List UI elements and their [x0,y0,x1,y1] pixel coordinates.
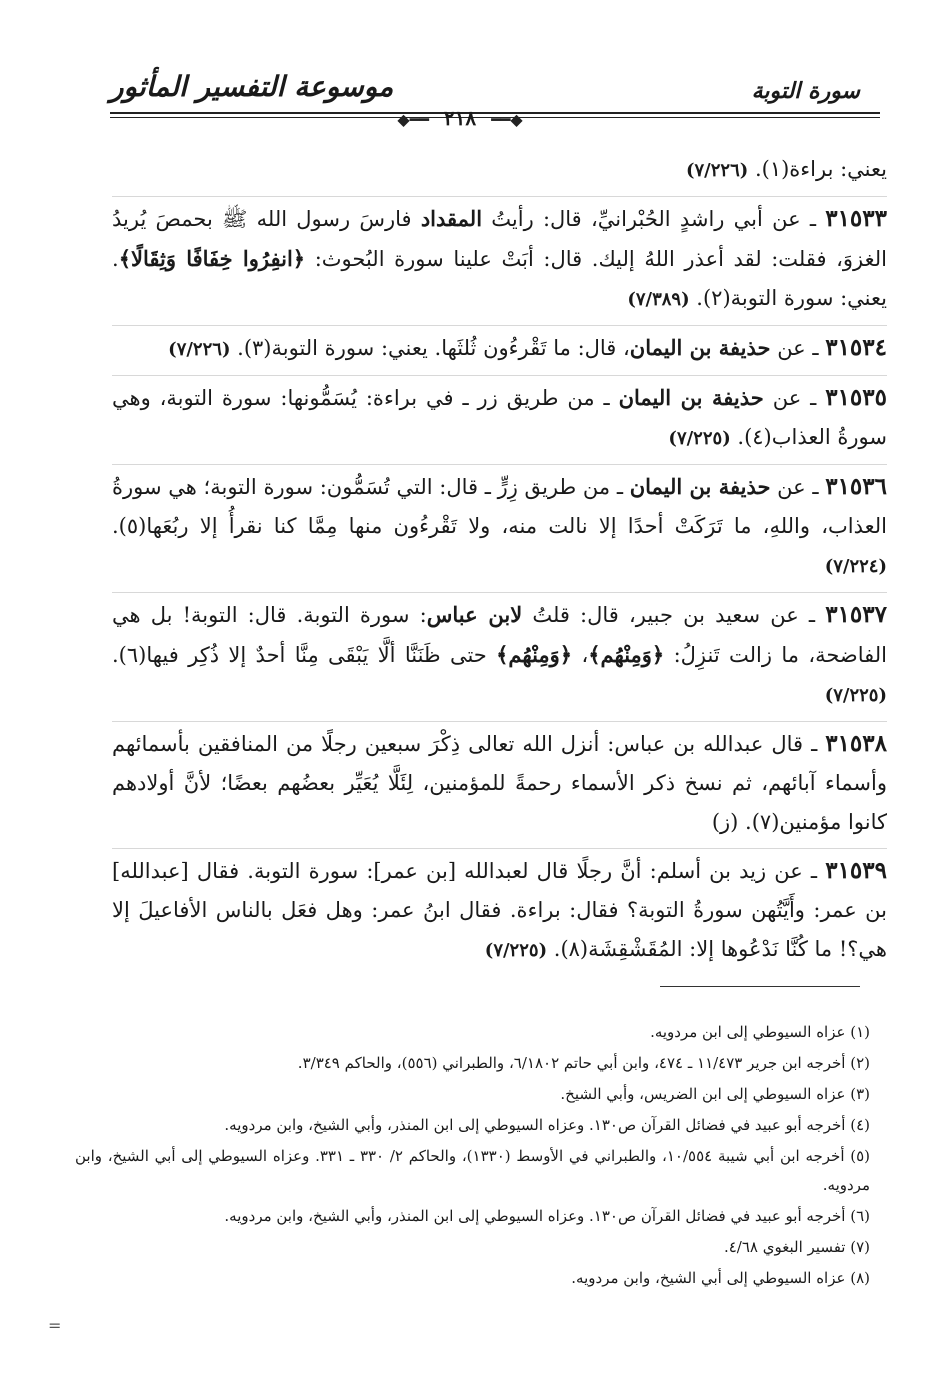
entry-text: ـ من طريق زِرٍّ ـ قال: التي تُسَمُّون: سورة التوبة؛ هي سورةُ العذاب، واللهِ، ما تَرَكَتْ أحدًا إلا نالت منه، ولا تَقْرءُون منها مِمَّا كنا نقرأُ إلا ربُعَها(٥). [112,475,887,538]
narrator-name: حذيفة بن اليمان [629,335,771,360]
footnote-separator [660,986,860,987]
volume-page-reference: (٧/٢٢٦) [685,160,749,181]
narrator-name: حذيفة بن اليمان [618,385,764,410]
hadith-entry [112,467,887,593]
quran-quote: ﴿وَمِنْهُم﴾ [496,642,573,667]
footnote: (٦) أخرجه أبو عبيد في فضائل القرآن ص١٣٠. وعزاه السيوطي إلى ابن المنذر، وأبي الشيخ، وابن مردويه. [224,1207,870,1225]
entry-text: ـ قال عبدالله بن عباس: أنزل الله تعالى ذِكْرَ سبعين رجلًا من المنافقين بأسمائهم وأسماء آبائهم، ثم نسخ ذكر الأسماء رحمةً للمؤمنين، لِئَلَّا يُعَيِّر بعضُهم بعضًا؛ لأنَّ أولادهم كانوا مؤمنين(٧). (ز) [112,732,887,834]
hadith-entry [112,199,887,326]
hadith-entry [112,851,887,976]
entry-number: ٣١٥٣٥ [825,384,887,411]
entry-text: ـ عن سعيد بن جبير، قال: قلتُ [522,603,826,627]
volume-page-reference: (٧/٢٢٦) [168,339,231,360]
surah-title: سورة التوبة [751,78,860,104]
narrator-name: لابن عباس [426,602,523,627]
entry-text: ـ عن زيد بن أسلم: أنَّ رجلًا قال لعبدالله [بن عمر]: سورة التوبة. فقال [عبدالله] بن عمر: وأَيَّتُهن سورةُ التوبة؟ فقال: براءة. فقال ابنُ عمر: وهل فعَل بالناس الأفاعيلَ إلا هي؟! ما كُنَّا نَدْعُوها إلا: المُقَشْقِشَة(٨). [112,859,887,961]
entry-text: فارسَ رسول الله ﷺ بحمصَ يُريدُ الغزوَ، فقلت: لقد أعذر اللهُ إليك. قال: أبَتْ علينا سورة البُحوث: [112,207,887,271]
entry-text: ـ عن [770,475,826,499]
margin-mark: = [48,1316,62,1335]
main-text [112,150,887,978]
page-number-block [380,106,540,130]
volume-page-reference: (٧/٢٢٥) [484,940,548,961]
hadith-entry [112,328,887,376]
hadith-entry [112,150,887,197]
entry-number: ٣١٥٣٧ [825,601,887,628]
entry-number: ٣١٥٣٦ [825,473,887,500]
entry-text: ـ عن [770,336,826,360]
entry-text: ـ عن أبي راشدٍ الحُبْرانيِّ، قال: رأيتُ [482,207,826,231]
entry-number: ٣١٥٣٨ [825,730,887,757]
entry-text: ، [572,643,589,667]
book-title: موسوعة التفسير المأثور [110,70,394,103]
entry-number: ٣١٥٣٩ [825,857,887,884]
footnotes [75,1018,870,1295]
entry-text: ، قال: ما تَقْرءُون ثُلثَها. يعني: سورة التوبة(٣). [230,336,630,360]
volume-page-reference: (٧/٢٢٤) [824,556,887,577]
entry-text: : سورة التوبة. قال: التوبة! بل هي الفاضحة، ما زالت تَنزِلُ: [112,603,888,667]
right-ornament-icon: ━━◆ [491,110,523,129]
footnote: (٤) أخرجه أبو عبيد في فضائل القرآن ص١٣٠. وعزاه السيوطي إلى ابن المنذر، وأبي الشيخ، وابن مردويه. [224,1116,870,1134]
hadith-entry [112,378,887,465]
entry-text: . يعني: سورة التوبة(٢). [112,247,887,310]
entry-text: ـ عن [763,386,826,410]
entry-text: ـ من طريق زر ـ في براءة: يُسَمُّونها: سورة التوبة، وهي سورةُ العذاب(٤). [112,386,887,449]
footnote: (٥) أخرجه ابن أبي شيبة ١٠/٥٥٤، والطبراني في الأوسط (١٣٣٠)، والحاكم ٢/ ٣٣٠ ـ ٣٣١. وعزاه السيوطي إلى أبي الشيخ، وابن مردويه. [75,1147,871,1194]
volume-page-reference: (٧/٢٢٥) [824,685,887,706]
narrator-name: المقداد [420,206,483,231]
hadith-entry [112,595,887,722]
footnote: (١) عزاه السيوطي إلى ابن مردويه. [650,1023,870,1041]
quran-quote: ﴿وَمِنْهُم﴾ [588,642,665,667]
entry-text: يعني: براءة(١). [748,157,887,181]
hadith-entry [112,724,887,849]
quran-quote: ﴿انفِرُوا خِفَافًا وَثِقَالًا﴾ [118,246,306,271]
footnote: (٣) عزاه السيوطي إلى ابن الضريس، وأبي الشيخ. [560,1085,870,1103]
left-ornament-icon: ◆━━ [397,110,429,129]
footnote: (٢) أخرجه ابن جرير ١١/٤٧٣ ـ ٤٧٤، وابن أبي حاتم ٦/١٨٠٢، والطبراني (٥٥٦)، والحاكم ٣/٣٤٩. [297,1054,870,1072]
volume-page-reference: (٧/٢٢٥) [668,428,731,449]
footnote: (٧) تفسير البغوي ٤/٦٨. [723,1238,870,1256]
page-number: ٢١٨ [443,106,477,130]
narrator-name: حذيفة بن اليمان [629,474,771,499]
entry-number: ٣١٥٣٤ [825,334,887,361]
entry-text: حتى ظَنَنَّا ألَّا يَبْقَى مِنَّا أحدٌ إلا ذُكِر فيها(٦). [112,643,497,667]
volume-page-reference: (٧/٣٨٩) [627,289,690,310]
entry-number: ٣١٥٣٣ [825,205,887,232]
footnote: (٨) عزاه السيوطي إلى أبي الشيخ، وابن مردويه. [571,1269,870,1287]
